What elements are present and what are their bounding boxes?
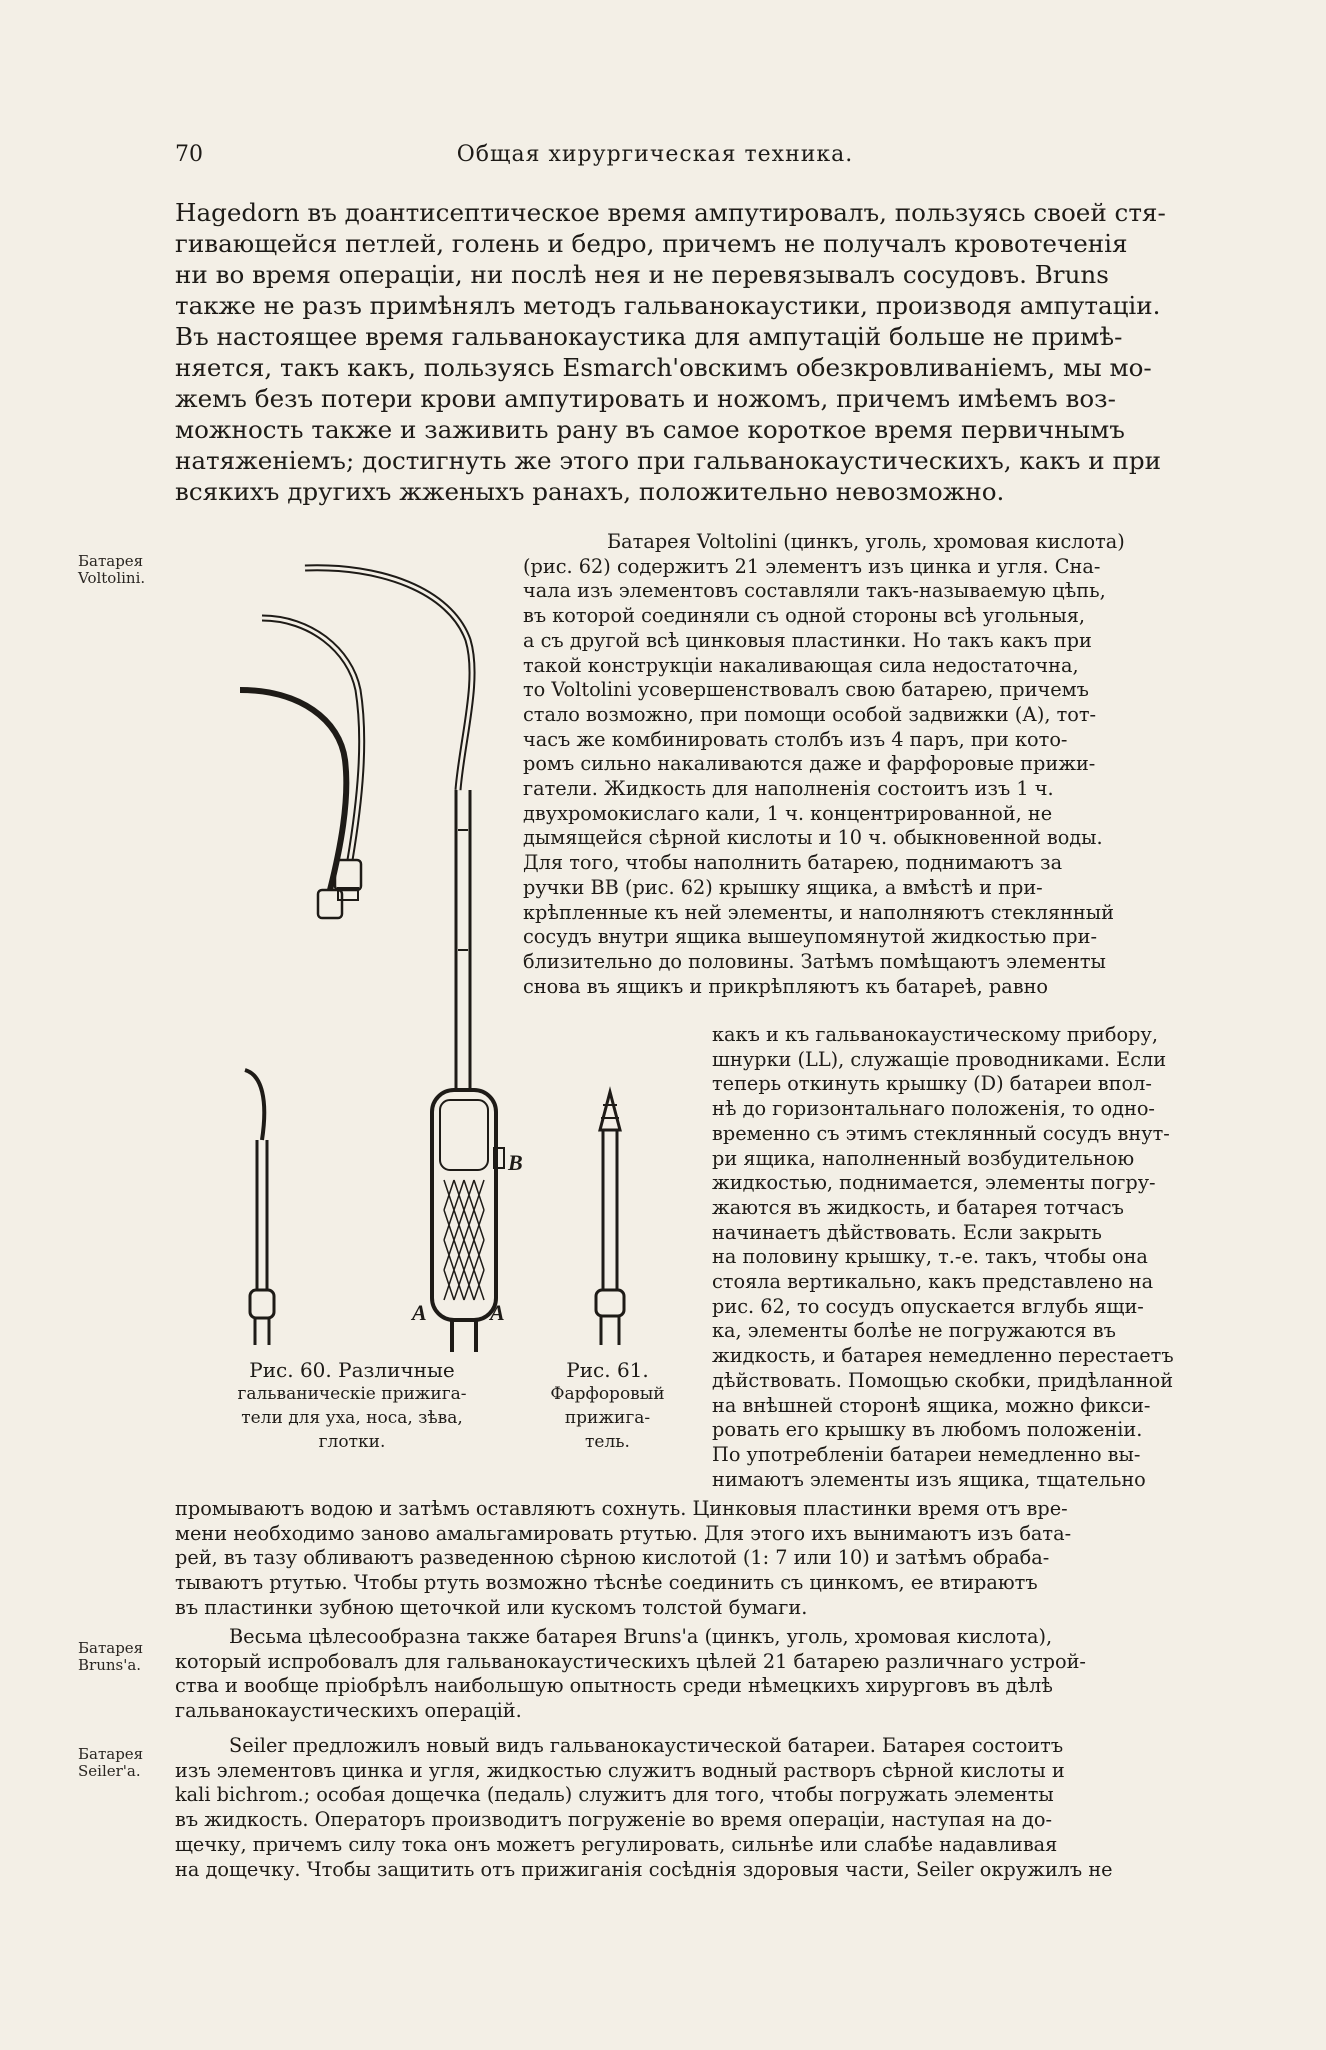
text-line: снова въ ящикъ и прикрѣпляютъ къ батареѣ, равно xyxy=(523,974,1049,998)
text-line: рис. 62, то сосудъ опускается вглубь ящи- xyxy=(712,1294,1144,1318)
text-line: мени необходимо заново амальгамировать ртутью. Для этого ихъ вынимаютъ изъ бата- xyxy=(175,1521,1072,1545)
label-a-right: A xyxy=(490,1300,505,1325)
text-line: рей, въ тазу обливаютъ разведенною сѣрною кислотой (1: 7 или 10) и затѣмъ обраба- xyxy=(175,1546,1050,1570)
text-line: въ которой соединяли съ одной стороны всѣ угольныя, xyxy=(523,604,1086,628)
text-line: нимаютъ элементы изъ ящика, тщательно xyxy=(712,1467,1146,1491)
text-line: ства и вообще пріобрѣлъ наибольшую опытность среди нѣмецкихъ хирурговъ въ дѣлѣ xyxy=(175,1674,1053,1698)
text-line: двухромокислаго кали, 1 ч. концентрированной, не xyxy=(523,801,1053,825)
text-line: часъ же комбинировать столбъ изъ 4 паръ, при кото- xyxy=(523,727,1068,751)
label-a-left: A xyxy=(412,1300,427,1325)
text-line: ручки ВВ (рис. 62) крышку ящика, а вмѣстѣ и при- xyxy=(523,875,1043,899)
text-line: тываютъ ртутью. Чтобы ртуть возможно тѣснѣе соединить съ цинкомъ, ее втираютъ xyxy=(175,1571,1038,1595)
seiler-paragraph xyxy=(175,1734,1215,1882)
page-number: 70 xyxy=(175,142,203,167)
text-line: начинаетъ дѣйствовать. Если закрыть xyxy=(712,1220,1102,1244)
text-line: дымящейся сѣрной кислоты и 10 ч. обыкновенной воды. xyxy=(523,826,1103,850)
text-line: стояла вертикально, какъ представлено на xyxy=(712,1270,1154,1294)
lead-line: няется, такъ какъ, пользуясь Esmarch'овскимъ обезкровливаніемъ, мы мо- xyxy=(175,353,1152,382)
margin-note-seiler: Батарея Seiler'а. xyxy=(78,1745,144,1780)
figure-61-caption xyxy=(525,1358,690,1454)
text-line: Весьма цѣлесообразна также батарея Bruns'а (цинкъ, уголь, хромовая кислота), xyxy=(229,1625,1053,1648)
caption-line: тели для уха, носа, зѣва, xyxy=(241,1408,463,1428)
text-line: а съ другой всѣ цинковыя пластинки. Но такъ какъ при xyxy=(523,628,1092,652)
margin-note-voltolini: Батарея Voltolini. xyxy=(78,552,146,587)
text-line: чала изъ элементовъ составляли такъ-называемую цѣпь, xyxy=(523,579,1106,603)
caption-line: Рис. 61. xyxy=(566,1358,649,1382)
lead-line: ни во время операціи, ни послѣ нея и не перевязывалъ сосудовъ. Bruns xyxy=(175,260,1109,289)
lead-line: можность также и заживить рану въ самое короткое время первичнымъ xyxy=(175,415,1125,444)
text-line: крѣпленные къ ней элементы, и наполняютъ стеклянный xyxy=(523,900,1114,924)
text-line: на дощечку. Чтобы защитить отъ прижиганія сосѣднія здоровыя части, Seiler окружилъ не xyxy=(175,1857,1113,1881)
lead-line: натяженіемъ; достигнуть же этого при гальванокаустическихъ, какъ и при xyxy=(175,446,1162,475)
lead-line: жемъ безъ потери крови ампутировать и ножомъ, причемъ имѣемъ воз- xyxy=(175,384,1116,413)
text-line: то Voltolini усовершенствовалъ свою батарею, причемъ xyxy=(523,678,1089,702)
text-line: щечку, причемъ силу тока онъ можетъ регулировать, сильнѣе или слабѣе надавливая xyxy=(175,1832,1058,1856)
text-line: ровать его крышку въ любомъ положеніи. xyxy=(712,1418,1143,1442)
running-title: Общая хирургическая техника. xyxy=(456,142,854,167)
caption-line: прижига- xyxy=(564,1408,651,1428)
text-line: на внѣшней сторонѣ ящика, можно фикси- xyxy=(712,1393,1151,1417)
text-line: изъ элементовъ цинка и угля, жидкостью служитъ водный растворъ сѣрной кислоты и xyxy=(175,1758,1065,1782)
text-line: Seiler предложилъ новый видъ гальванокаустической батареи. Батарея состоитъ xyxy=(229,1734,1064,1757)
text-line: шнурки (LL), служащіе проводниками. Если xyxy=(712,1047,1167,1071)
text-line: въ жидкость. Операторъ производитъ погруженіе во время операціи, наступая на до- xyxy=(175,1808,1053,1832)
caption-line: глотки. xyxy=(318,1432,386,1452)
text-line: стало возможно, при помощи особой задвижки (А), тот- xyxy=(523,702,1097,726)
text-line: нѣ до горизонтальнаго положенія, то одно- xyxy=(712,1097,1155,1121)
text-line: жидкостью, поднимается, элементы погру- xyxy=(712,1171,1156,1195)
text-line: теперь откинуть крышку (D) батареи впол- xyxy=(712,1072,1152,1096)
caption-line: тель. xyxy=(585,1432,630,1452)
text-line: гальванокаустическихъ операцій. xyxy=(175,1699,522,1723)
text-line: въ пластинки зубною щеточкой или кускомъ толстой бумаги. xyxy=(175,1595,808,1619)
lead-line: Hagedorn въ доантисептическое время ампутировалъ, пользуясь своей стя- xyxy=(175,198,1166,227)
text-line: который испробовалъ для гальванокаустическихъ цѣлей 21 батарею различнаго устрой- xyxy=(175,1649,1086,1673)
text-line: ри ящика, наполненный возбудительною xyxy=(712,1146,1135,1170)
label-b: B xyxy=(508,1150,523,1175)
porcelain-cautery xyxy=(596,1092,624,1345)
continuation-paragraph xyxy=(175,1497,1215,1621)
text-line: какъ и къ гальванокаустическому прибору, xyxy=(712,1023,1158,1046)
text-line: ка, элементы болѣе не погружаются въ xyxy=(712,1319,1116,1343)
figure-60-caption xyxy=(212,1358,492,1454)
text-line: ромъ сильно накаливаются даже и фарфоровые прижи- xyxy=(523,752,1096,776)
text-line: kali bichrom.; особая дощечка (педаль) служитъ для того, чтобы погружать элементы xyxy=(175,1783,1054,1807)
lead-line: гивающейся петлей, голень и бедро, причемъ не получалъ кровотеченія xyxy=(175,229,1128,258)
ear-nose-throat-cautery xyxy=(245,1070,274,1345)
text-line: гатели. Жидкость для наполненія состоитъ изъ 1 ч. xyxy=(523,777,1054,801)
text-line: По употребленіи батареи немедленно вы- xyxy=(712,1442,1141,1466)
text-line: такой конструкціи накаливающая сила недостаточна, xyxy=(523,653,1079,677)
text-line: жаются въ жидкость, и батарея тотчасъ xyxy=(712,1195,1124,1219)
voltolini-paragraph xyxy=(523,530,1215,999)
margin-note-bruns: Батарея Bruns'а. xyxy=(78,1639,144,1674)
lead-line: всякихъ другихъ жженыхъ ранахъ, положительно невозможно. xyxy=(175,477,1005,506)
text-line: временно съ этимъ стеклянный сосудъ внут- xyxy=(712,1121,1170,1145)
text-line: Для того, чтобы наполнить батарею, поднимаютъ за xyxy=(523,851,1063,875)
lead-line: также не разъ примѣнялъ методъ гальванокаустики, производя ампутаціи. xyxy=(175,291,1161,320)
text-line: на половину крышку, т.-е. такъ, чтобы она xyxy=(712,1245,1148,1269)
text-line: сосудъ внутри ящика вышеупомянутой жидкостью при- xyxy=(523,925,1097,949)
caption-line: Фарфоровый xyxy=(550,1384,665,1404)
voltolini-paragraph-narrow xyxy=(712,1023,1215,1492)
page-header xyxy=(175,142,1135,178)
text-line: близительно до половины. Затѣмъ помѣщаютъ элементы xyxy=(523,949,1106,973)
text-line: Батарея Voltolini (цинкъ, уголь, хромовая кислота) xyxy=(607,530,1125,553)
text-line: жидкость, и батарея немедленно перестаетъ xyxy=(712,1344,1174,1368)
lead-line: Въ настоящее время гальванокаустика для ампутацій больше не примѣ- xyxy=(175,322,1123,351)
text-line: дѣйствовать. Помощью скобки, придѣланной xyxy=(712,1368,1174,1392)
caption-line: гальваническіе прижига- xyxy=(237,1384,467,1404)
text-line: промываютъ водою и затѣмъ оставляютъ сохнуть. Цинковыя пластинки время отъ вре- xyxy=(175,1497,1068,1520)
cautery-handle-illustration xyxy=(240,568,504,1352)
lead-paragraph xyxy=(175,197,1215,507)
caption-line: Рис. 60. Различные xyxy=(249,1358,455,1382)
text-line: (рис. 62) содержитъ 21 элементъ изъ цинка и угля. Сна- xyxy=(523,554,1101,578)
bruns-paragraph xyxy=(175,1625,1215,1724)
